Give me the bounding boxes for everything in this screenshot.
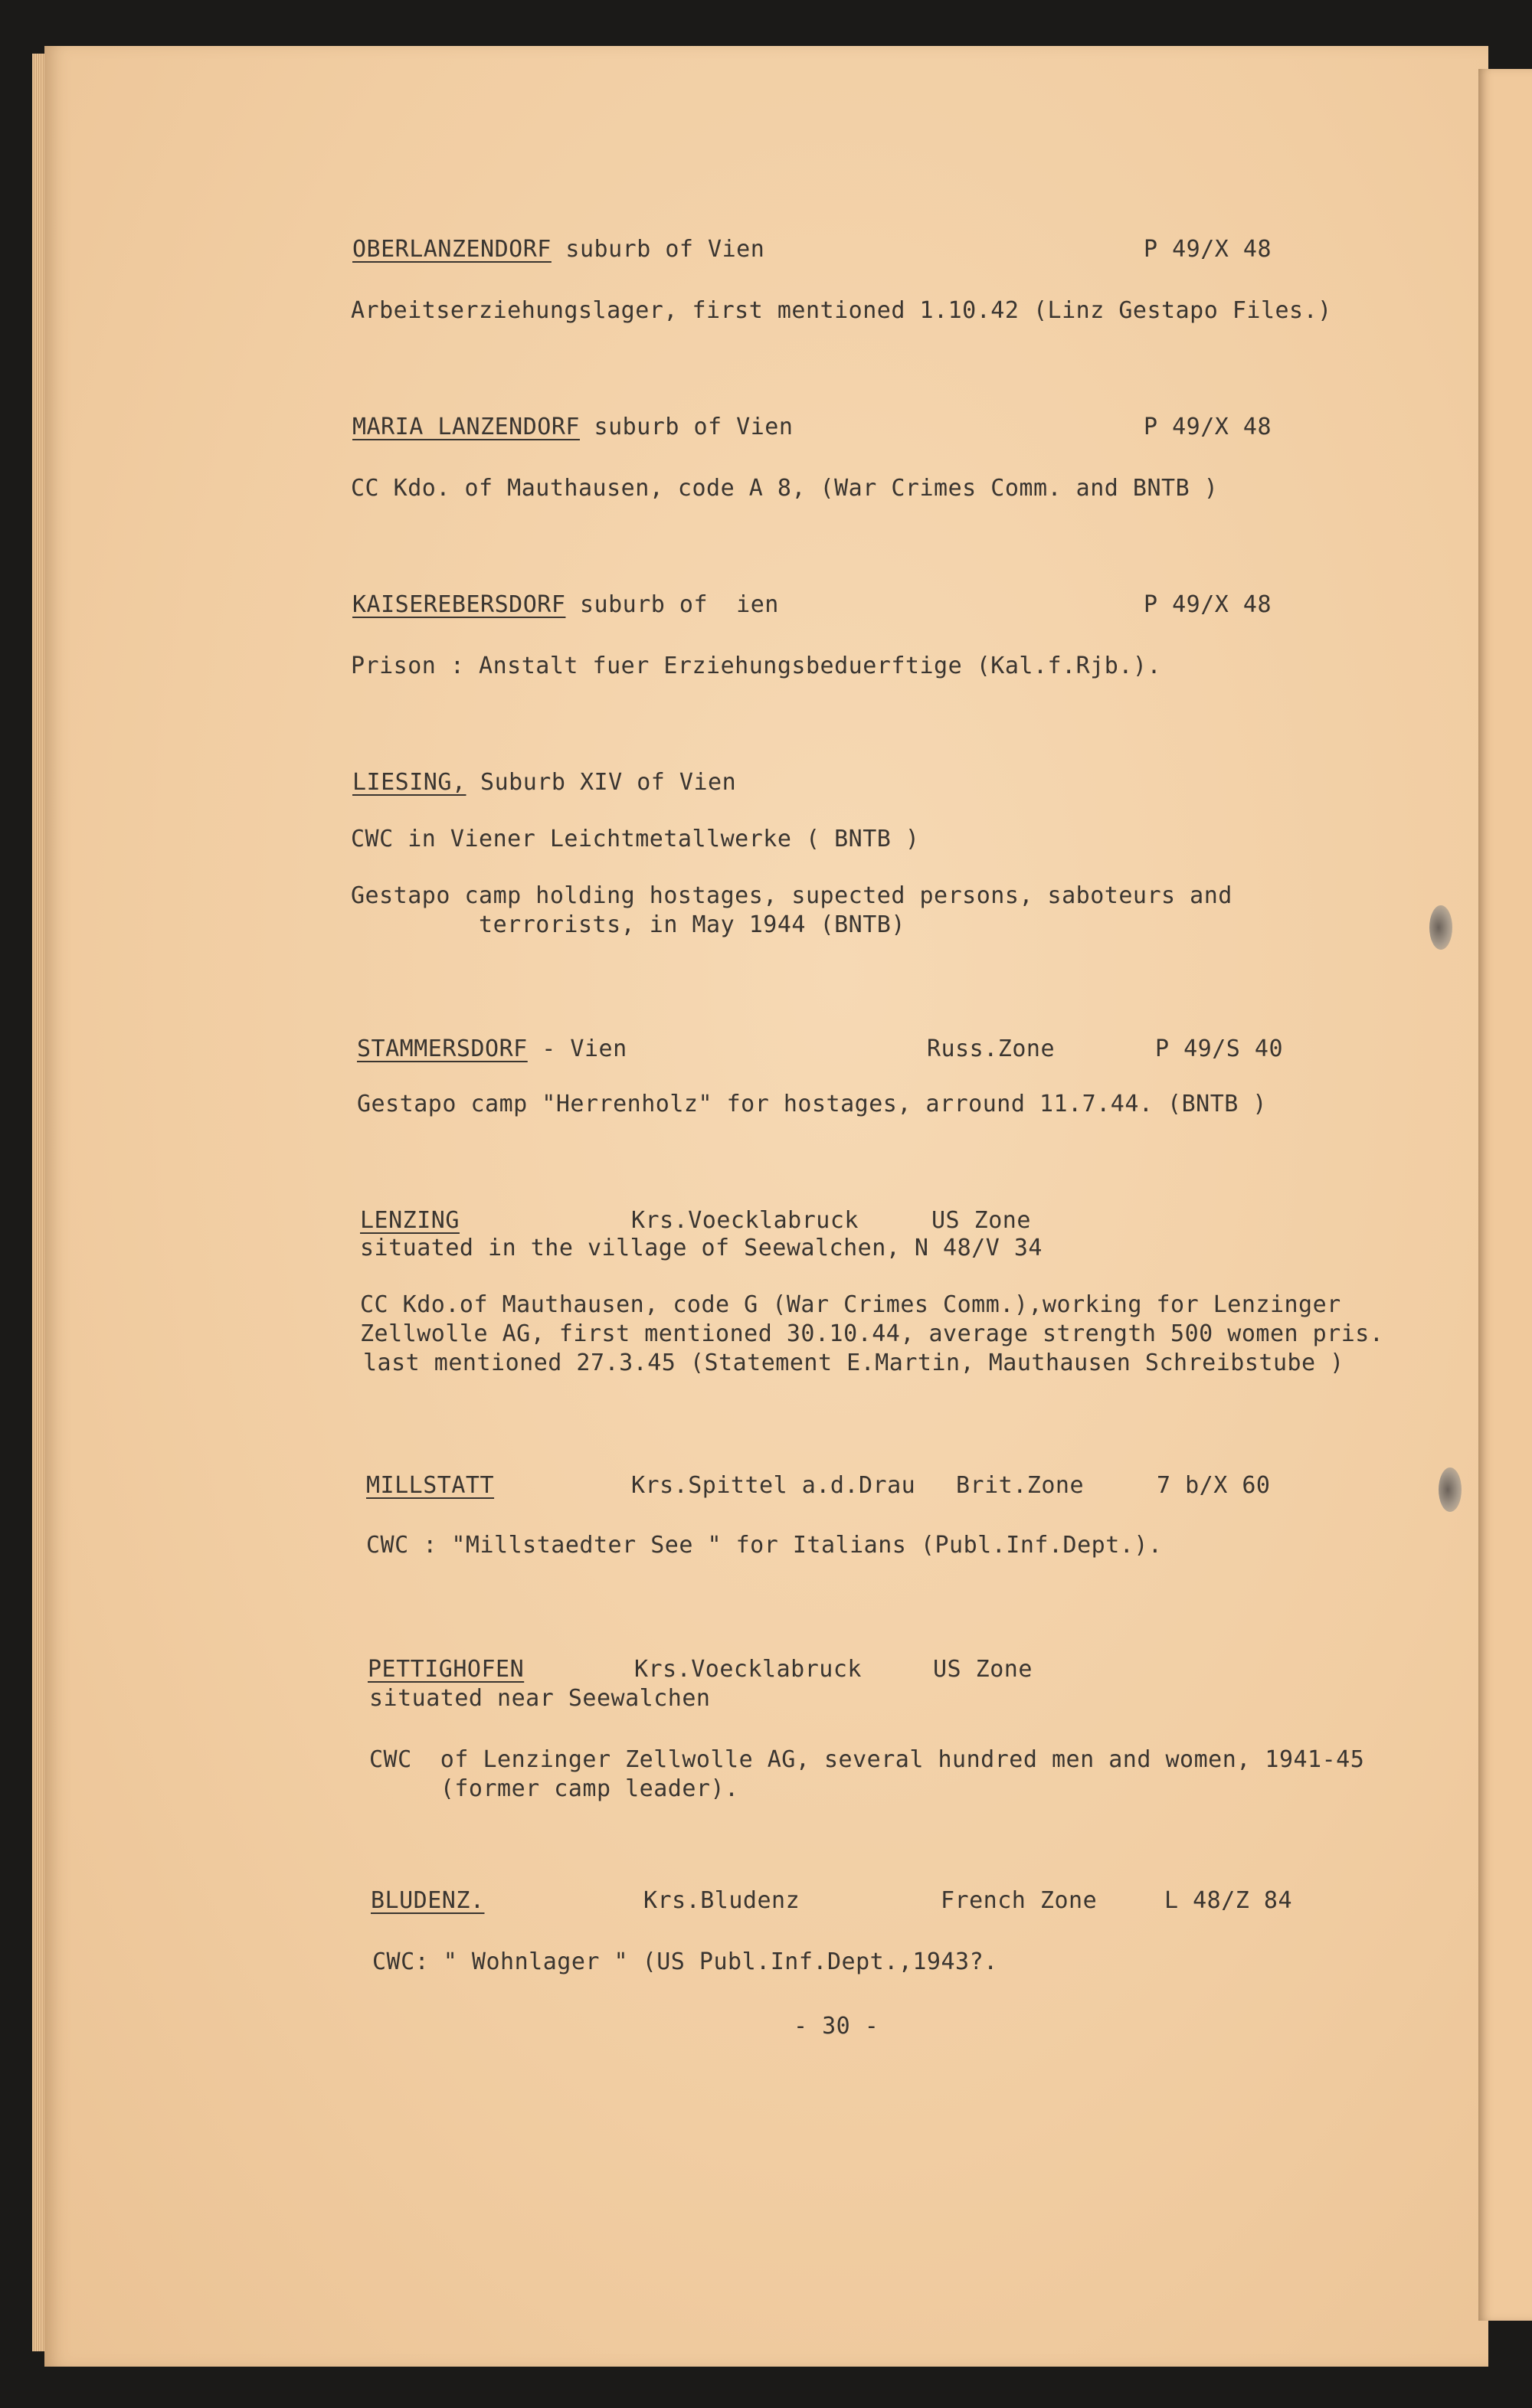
place-name: STAMMERSDORF (357, 1036, 528, 1062)
entry-heading (371, 1887, 485, 1914)
district: Krs.Bludenz (643, 1887, 800, 1914)
entry-line: Gestapo camp "Herrenholz" for hostages, arround 11.7.44. (BNTB ) (357, 1091, 1267, 1117)
entry-line: Arbeitserziehungslager, first mentioned 1.10.42 (Linz Gestapo Files.) (351, 297, 1332, 324)
occupation-zone: Brit.Zone (956, 1472, 1085, 1499)
entry-heading (368, 1656, 524, 1683)
place-name: BLUDENZ. (371, 1887, 485, 1914)
district: Krs.Voecklabruck (631, 1207, 859, 1234)
entry-heading (352, 769, 736, 796)
entry-heading (352, 414, 793, 440)
entry-heading (352, 236, 764, 263)
occupation-zone: Russ.Zone (927, 1036, 1056, 1062)
place-name: LIESING, (352, 769, 466, 796)
entry-line: CWC of Lenzinger Zellwolle AG, several hundred men and women, 1941-45 (369, 1746, 1365, 1773)
document-page (44, 46, 1488, 2367)
heading-rest: Suburb XIV of Vien (466, 769, 737, 796)
entry-heading (366, 1472, 494, 1499)
place-name: MARIA LANZENDORF (352, 414, 580, 440)
entry-line: Prison : Anstalt fuer Erziehungsbeduerftige (Kal.f.Rjb.). (351, 653, 1162, 679)
occupation-zone: US Zone (933, 1656, 1033, 1683)
place-name: MILLSTATT (366, 1472, 495, 1499)
entry-line: CWC in Viener Leichtmetallwerke ( BNTB ) (351, 826, 920, 852)
map-reference: P 49/S 40 (1155, 1036, 1284, 1062)
heading-rest: - Vien (527, 1036, 627, 1062)
heading-rest: suburb of Vien (551, 236, 765, 263)
map-reference: P 49/X 48 (1144, 414, 1272, 440)
entry-line: Gestapo camp holding hostages, supected persons, saboteurs and (351, 882, 1232, 909)
entry-line: last mentioned 27.3.45 (Statement E.Martin, Mauthausen Schreibstube ) (363, 1350, 1344, 1376)
district: Krs.Spittel a.d.Drau (631, 1472, 916, 1499)
occupation-zone: French Zone (941, 1887, 1098, 1914)
place-name: PETTIGHOFEN (368, 1656, 525, 1683)
map-reference: 7 b/X 60 (1157, 1472, 1271, 1499)
place-name: KAISEREBERSDORF (352, 591, 566, 618)
entry-line: CWC : "Millstaedter See " for Italians (Publ.Inf.Dept.). (366, 1532, 1163, 1559)
map-reference: P 49/X 48 (1144, 236, 1272, 263)
entry-line: CC Kdo. of Mauthausen, code A 8, (War Crimes Comm. and BNTB ) (351, 475, 1219, 502)
entry-line: (former camp leader). (369, 1775, 739, 1802)
place-name: LENZING (360, 1207, 460, 1234)
page-number: - 30 - (794, 2013, 879, 2040)
location-note: situated near Seewalchen (369, 1685, 711, 1712)
entry-line: CWC: " Wohnlager " (US Publ.Inf.Dept.,1943?. (372, 1948, 998, 1975)
heading-rest: suburb of Vien (579, 414, 794, 440)
adjacent-page-edge (1478, 69, 1532, 2321)
binding-hole (1429, 905, 1452, 950)
entry-heading (352, 591, 779, 618)
entry-line: terrorists, in May 1944 (BNTB) (351, 911, 905, 938)
occupation-zone: US Zone (931, 1207, 1031, 1234)
map-reference: P 49/X 48 (1144, 591, 1272, 618)
place-name: OBERLANZENDORF (352, 236, 552, 263)
binding-hole (1439, 1467, 1462, 1512)
district: Krs.Voecklabruck (634, 1656, 862, 1683)
heading-rest: suburb of ien (565, 591, 779, 618)
entry-line: CC Kdo.of Mauthausen, code G (War Crimes Comm.),working for Lenzinger (360, 1291, 1341, 1318)
map-reference: L 48/Z 84 (1164, 1887, 1293, 1914)
entry-heading (357, 1036, 627, 1062)
entry-line: Zellwolle AG, first mentioned 30.10.44, average strength 500 women pris. (360, 1320, 1384, 1347)
location-note: situated in the village of Seewalchen, N 48/V 34 (360, 1235, 1043, 1261)
entry-heading (360, 1207, 460, 1234)
